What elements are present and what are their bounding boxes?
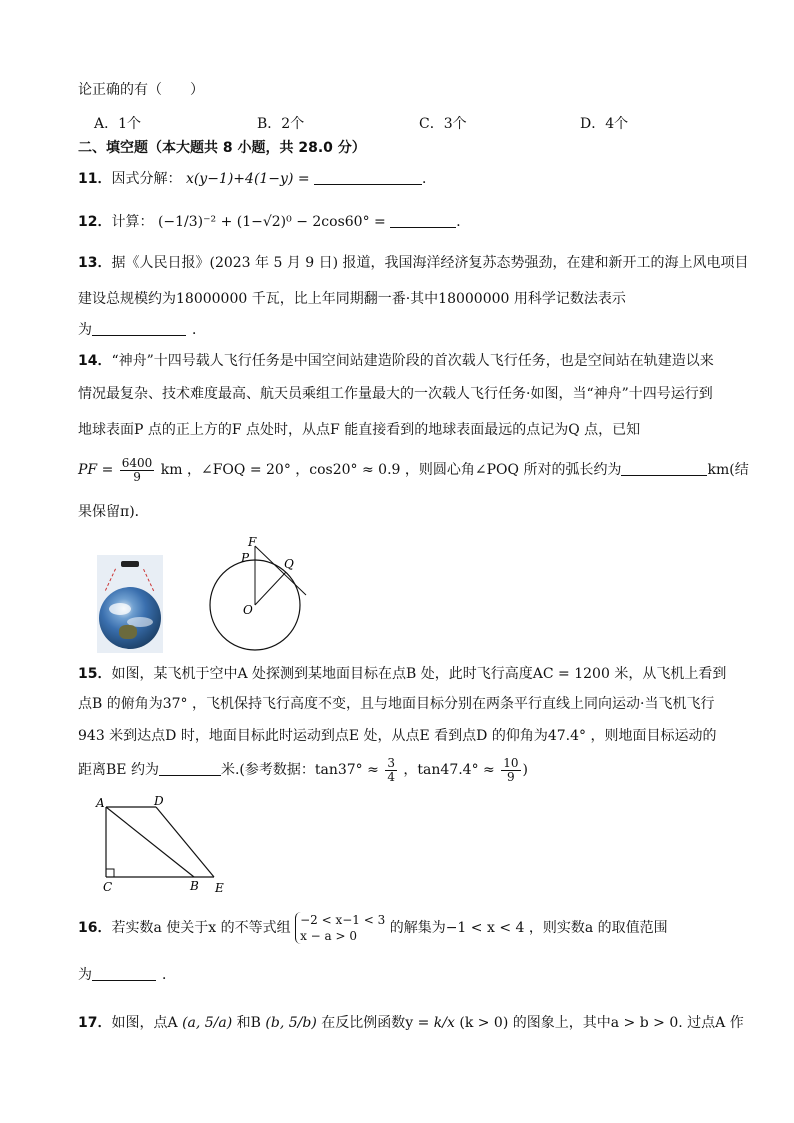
q10-option-a: A．1个 [94, 116, 142, 132]
fraction-numerator: 10 [503, 755, 519, 770]
fraction-denominator: 9 [507, 769, 515, 784]
answer-blank[interactable] [621, 461, 707, 476]
q15-trapezoid-diagram [90, 793, 240, 893]
fraction-denominator: 9 [133, 469, 141, 484]
label-D: D [154, 794, 164, 808]
question-16-line2 [78, 965, 176, 985]
q11-expression: x(y−1)+4(1−y) = [185, 171, 310, 187]
point-b-coords: (b, 5/b) [265, 1015, 317, 1031]
tan47-fraction [501, 757, 520, 784]
answer-blank[interactable] [390, 213, 456, 228]
q16-text-2: 为 [78, 967, 92, 983]
label-O: O [243, 603, 253, 617]
q17-text-a: 如图，点A [111, 1015, 178, 1031]
question-number: 11． [78, 171, 112, 187]
q12-label: 计算： [111, 214, 154, 230]
inequality-system [295, 912, 385, 944]
q10-option-c: C．3个 [419, 116, 467, 132]
label-C: C [103, 880, 113, 893]
answer-blank[interactable] [314, 170, 422, 185]
question-14-line1 [78, 351, 714, 371]
answer-blank[interactable] [92, 321, 186, 336]
label-B: B [190, 879, 199, 893]
q12-expression: (−1/3)⁻² + (1−√2)⁰ − 2cos60° = [157, 214, 386, 230]
question-17-line1 [78, 1008, 744, 1038]
question-14-line2: 情况最复杂、技术难度最高、航天员乘组工作量最大的一次载人飞行任务·如图，当“神舟”十四号运行到 [78, 386, 713, 402]
tangent-FQ [255, 546, 306, 595]
tan37-fraction [385, 757, 397, 784]
question-14-line3: 地球表面P 点的正上方的F 点处时，从点F 能直接看到的地球表面最远的点记为Q 点，已知 [78, 422, 641, 438]
answer-blank[interactable] [159, 761, 221, 776]
q14-text-4: km ，∠FOQ = 20° ，cos20° ≈ 0.9 ，则圆心角∠POQ 所对的弧长约为 [160, 462, 622, 478]
segment-OQ [255, 572, 286, 605]
q11-end: ． [422, 171, 437, 187]
q14-pf-label: PF = [78, 462, 114, 478]
q16-text-a: 若实数a 使关于x 的不等式组 [111, 920, 291, 936]
q14-pf-fraction [120, 457, 155, 484]
question-15-line3: 943 米到达点D 时，地面目标此时运动到点E 处，从点E 看到点D 的仰角为47.4° ，则地面目标运动的 [78, 728, 717, 744]
fraction-numerator: 3 [387, 755, 395, 770]
q17-text-b: 和B [236, 1015, 261, 1031]
q14-text-4-end: km(结 [707, 462, 749, 478]
q10-option-b: B．2个 [257, 116, 305, 132]
question-13-line2: 建设总规模约为18000000 千瓦，比上年同期翻一番·其中18000000 用科学记数法表示 [78, 291, 626, 307]
q16-end: ． [162, 967, 176, 983]
q17-text-d: (k > 0) 的图象上，其中a > b > 0. 过点A 作 [459, 1015, 744, 1031]
question-number: 15． [78, 666, 112, 682]
question-13-line1 [78, 253, 749, 273]
q15-text-4b: 米.(参考数据：tan37° ≈ [220, 762, 379, 778]
question-14-line4 [78, 455, 749, 485]
question-number: 16． [78, 920, 112, 936]
q13-end: ． [192, 322, 206, 338]
q12-end: ． [456, 214, 471, 230]
question-15-line1 [78, 664, 726, 684]
question-number: 13． [78, 255, 112, 271]
fraction-denominator: 4 [387, 769, 395, 784]
q10-option-d: D．4个 [580, 116, 629, 132]
question-number: 12． [78, 214, 112, 230]
question-15-line2: 点B 的俯角为37° ，飞机保持飞行高度不变，且与地面目标分别在两条平行直线上同向运动·当飞机飞行 [78, 696, 715, 712]
label-P: P [241, 551, 250, 565]
q15-text-1: 如图，某飞机于空中A 处探测到某地面目标在点B 处，此时飞行高度AC = 1200 米，从飞机上看到 [111, 666, 727, 682]
question-number: 14． [78, 353, 112, 369]
satellite-icon [121, 561, 139, 567]
question-16-line1 [78, 910, 668, 946]
question-number: 17． [78, 1015, 112, 1031]
q17-text-c: 在反比例函数y = [321, 1015, 430, 1031]
question-15-line4 [78, 755, 528, 785]
question-11 [78, 169, 436, 189]
inequality-1: −2 < x−1 < 3 [300, 913, 386, 927]
inequality-2: x − a > 0 [300, 929, 358, 943]
label-Q: Q [284, 557, 294, 571]
fraction-numerator: 6400 [121, 455, 153, 470]
earth-photo [97, 555, 163, 653]
q14-circle-diagram [200, 530, 320, 660]
label-E: E [215, 881, 224, 893]
question-14-line5: 果保留π)． [78, 504, 149, 520]
point-a-coords: (a, 5/a) [182, 1015, 233, 1031]
function-expression: k/x [433, 1015, 455, 1031]
q15-text-4a: 距离BE 约为 [78, 762, 159, 778]
segment-AB [106, 807, 194, 877]
question-12 [78, 212, 470, 232]
label-F: F [248, 535, 257, 549]
q13-text-3: 为 [78, 322, 92, 338]
answer-blank[interactable] [92, 966, 156, 981]
q16-text-b: 的解集为−1 < x < 4 ，则实数a 的取值范围 [389, 920, 668, 936]
q14-text-1: “神舟”十四号载人飞行任务是中国空间站建造阶段的首次载人飞行任务，也是空间站在轨建造以来 [111, 353, 714, 369]
q10-stem-tail: 论正确的有（ ） [78, 82, 204, 98]
label-A: A [96, 796, 105, 810]
q15-text-4c: ，tan47.4° ≈ [403, 762, 495, 778]
q13-text-1: 据《人民日报》(2023 年 5 月 9 日) 报道，我国海洋经济复苏态势强劲，在建和新开工的海上风电项目 [111, 255, 749, 271]
segment-DE [156, 807, 214, 877]
question-13-line3 [78, 320, 206, 340]
q11-label: 因式分解： [111, 171, 182, 187]
q15-text-4d: ) [522, 762, 528, 778]
section-heading: 二、填空题（本大题共 8 小题，共 28.0 分） [78, 140, 366, 156]
right-angle-mark [106, 869, 114, 877]
